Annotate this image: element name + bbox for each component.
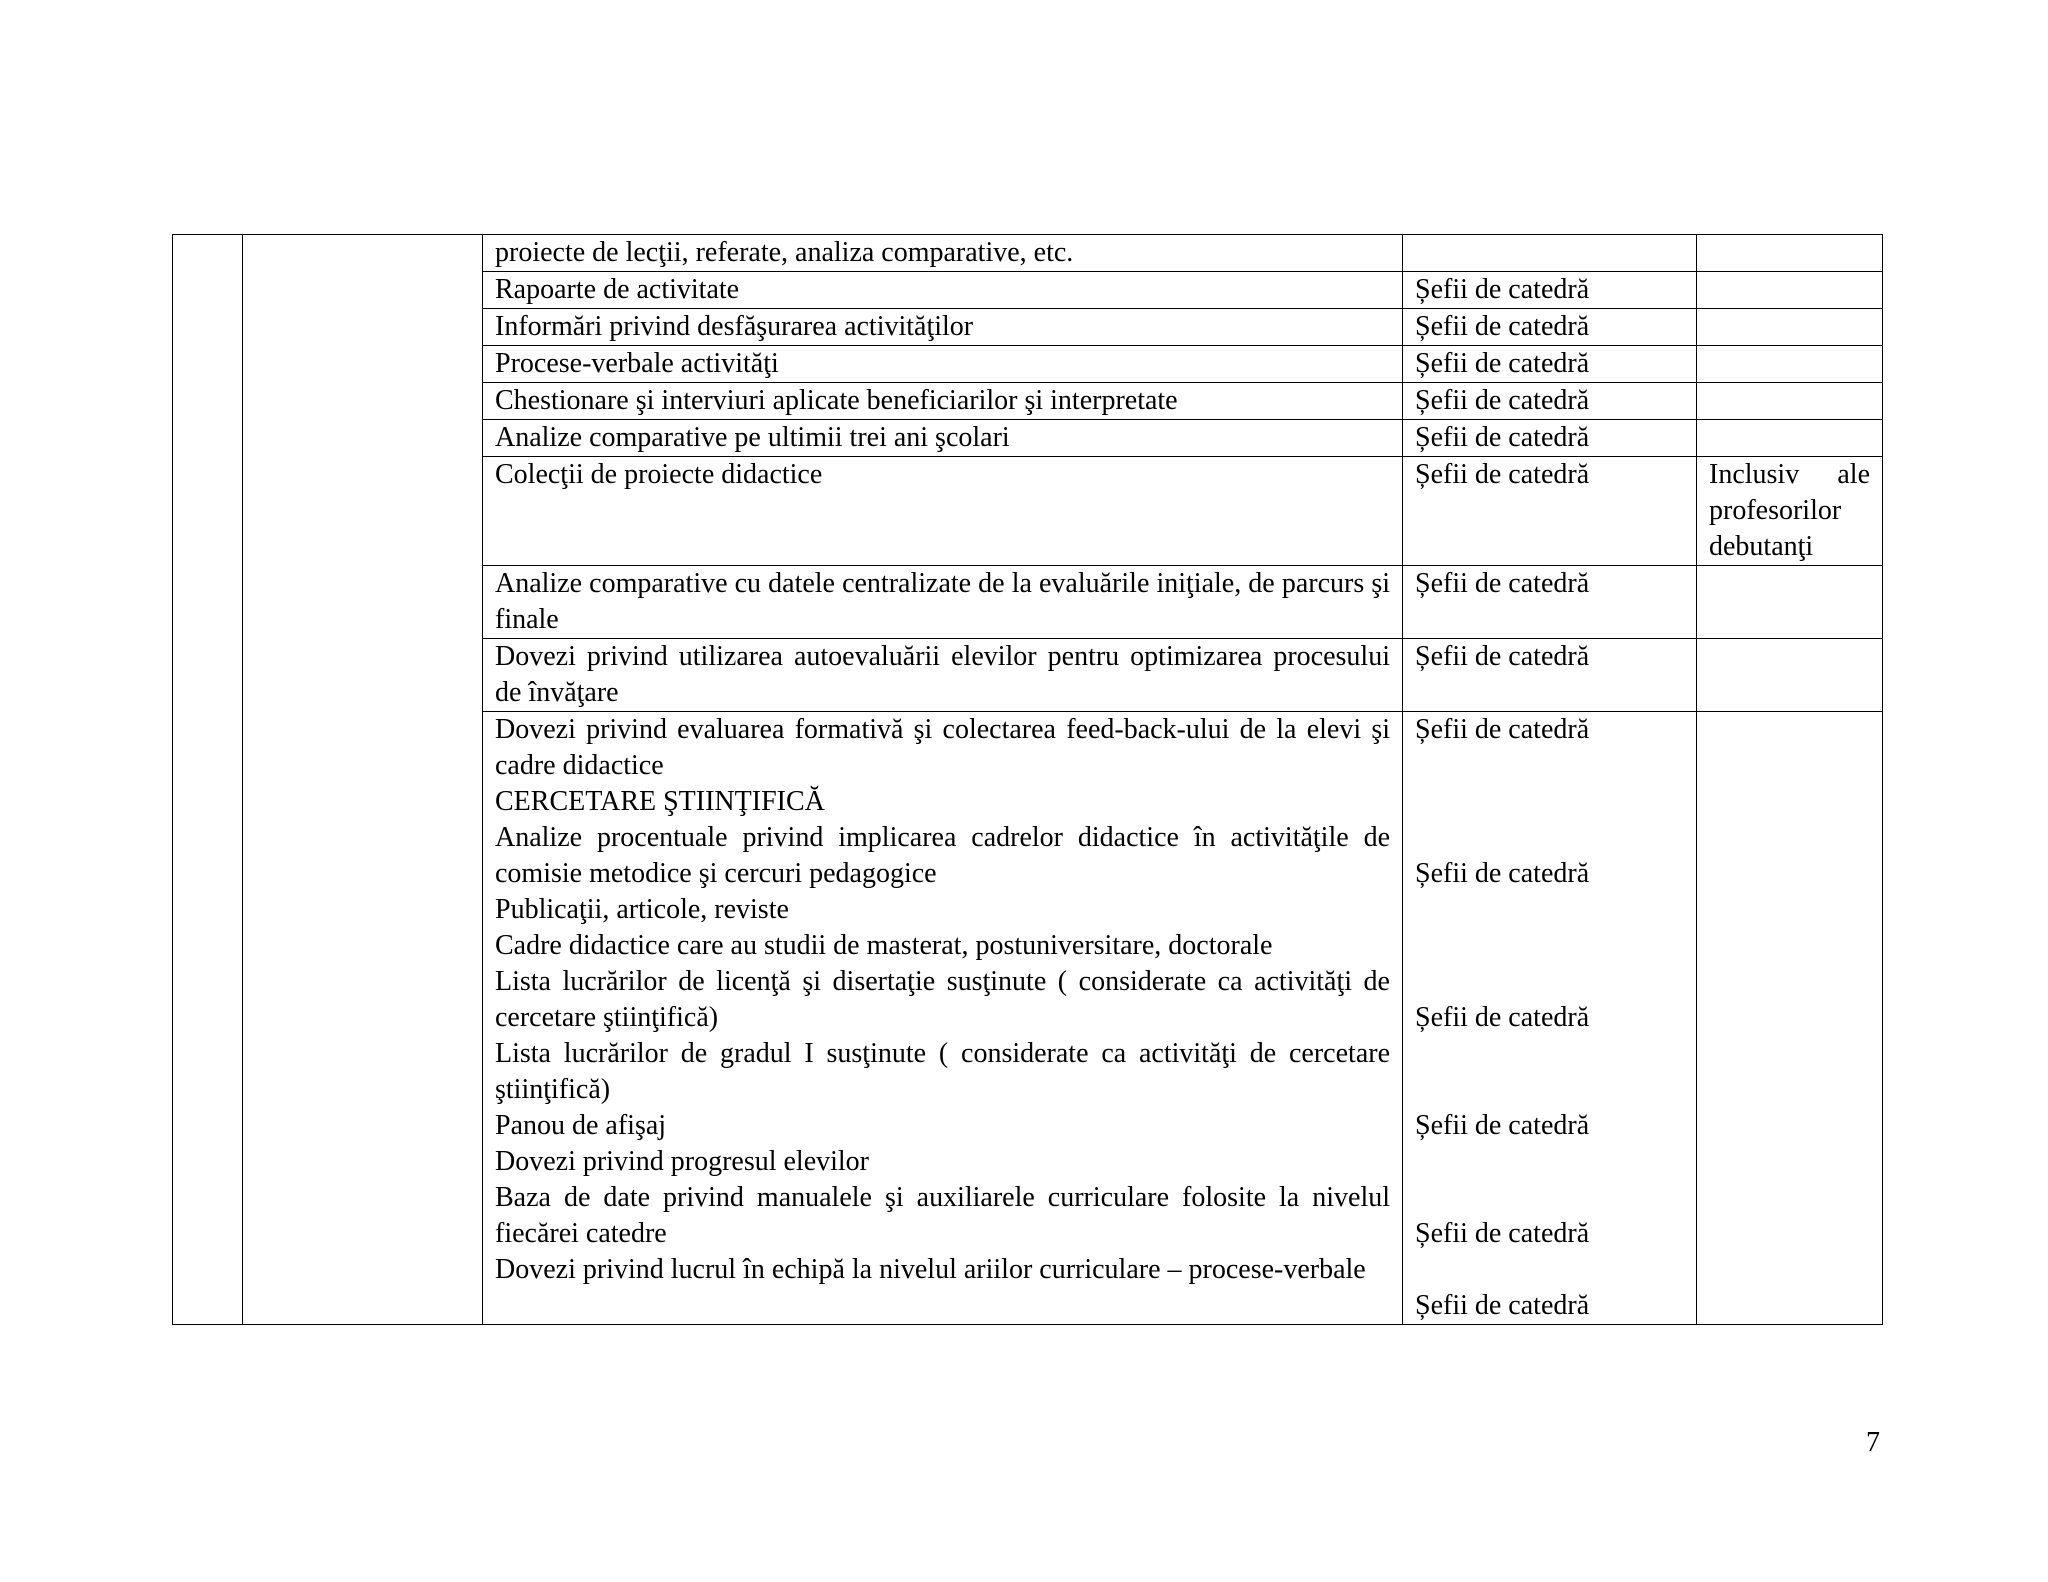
item-line: Lista lucrărilor de licenţă şi disertaţie susţinute ( considerate ca activităţi de cercetare ştiinţifică) (495, 966, 1390, 1033)
responsible-cell-multi (1403, 712, 1697, 1325)
item-cell: Chestionare şi interviuri aplicate beneficiarilor şi interpretate (483, 383, 1403, 420)
responsible-cell: Șefii de catedră (1403, 383, 1697, 420)
item-cell: proiecte de lecţii, referate, analiza comparative, etc. (483, 235, 1403, 272)
table-row (173, 235, 1883, 272)
item-cell-multi (483, 712, 1403, 1325)
item-cell: Dovezi privind utilizarea autoevaluării elevilor pentru optimizarea procesului de învăţare (483, 639, 1403, 712)
responsible-cell: Șefii de catedră (1403, 566, 1697, 639)
category-cell (243, 235, 483, 1325)
note-word: ale (1837, 459, 1870, 490)
responsible-line: Șefii de catedră (1415, 858, 1590, 889)
item-line: Analize procentuale privind implicarea cadrelor didactice în activităţile de comisie metodice şi cercuri pedagogice (495, 822, 1390, 889)
responsible-cell (1403, 235, 1697, 272)
responsible-cell: Șefii de catedră (1403, 346, 1697, 383)
note-cell (1697, 383, 1883, 420)
note-cell (1697, 457, 1883, 566)
responsible-cell: Șefii de catedră (1403, 272, 1697, 309)
note-cell (1697, 272, 1883, 309)
item-line: Baza de date privind manualele şi auxiliarele curriculare folosite la nivelul fiecărei catedre (495, 1182, 1390, 1249)
number-cell (173, 235, 243, 1325)
note-cell (1697, 712, 1883, 1325)
item-line: Publicaţii, articole, reviste (495, 894, 789, 925)
item-cell: Colecţii de proiecte didactice (483, 457, 1403, 566)
responsible-line: Șefii de catedră (1415, 1110, 1590, 1141)
item-cell: Informări privind desfăşurarea activităţilor (483, 309, 1403, 346)
item-line: Panou de afişaj (495, 1110, 667, 1141)
note-cell (1697, 420, 1883, 457)
note-cell (1697, 639, 1883, 712)
item-cell: Analize comparative pe ultimii trei ani şcolari (483, 420, 1403, 457)
section-heading: CERCETARE ŞTIINŢIFICĂ (495, 786, 825, 817)
document-table (172, 234, 1883, 1325)
item-line: Cadre didactice care au studii de masterat, postuniversitare, doctorale (495, 930, 1273, 961)
note-line: profesorilor (1709, 495, 1842, 526)
item-line: Dovezi privind evaluarea formativă şi colectarea feed-back-ului de la elevi şi cadre didactice (495, 714, 1390, 781)
note-cell (1697, 235, 1883, 272)
responsible-cell: Șefii de catedră (1403, 420, 1697, 457)
responsible-cell: Șefii de catedră (1403, 639, 1697, 712)
note-cell (1697, 309, 1883, 346)
item-line: Dovezi privind lucrul în echipă la nivelul ariilor curriculare – procese-verbale (495, 1254, 1366, 1285)
item-cell: Analize comparative cu datele centralizate de la evaluările iniţiale, de parcurs şi finale (483, 566, 1403, 639)
item-cell: Procese-verbale activităţi (483, 346, 1403, 383)
note-line: debutanţi (1709, 531, 1814, 562)
page-number: 7 (1866, 1427, 1880, 1458)
responsible-line: Șefii de catedră (1415, 714, 1590, 745)
responsible-cell: Șefii de catedră (1403, 457, 1697, 566)
responsible-cell: Șefii de catedră (1403, 309, 1697, 346)
responsible-line: Șefii de catedră (1415, 1002, 1590, 1033)
note-cell (1697, 346, 1883, 383)
item-line: Lista lucrărilor de gradul I susţinute ( considerate ca activităţi de cercetare ştiinţifică) (495, 1038, 1390, 1105)
note-line (1709, 457, 1870, 493)
item-line: Dovezi privind progresul elevilor (495, 1146, 870, 1177)
note-cell (1697, 566, 1883, 639)
responsible-line: Șefii de catedră (1415, 1290, 1590, 1321)
item-cell: Rapoarte de activitate (483, 272, 1403, 309)
note-word: Inclusiv (1709, 459, 1800, 490)
responsible-line: Șefii de catedră (1415, 1218, 1590, 1249)
